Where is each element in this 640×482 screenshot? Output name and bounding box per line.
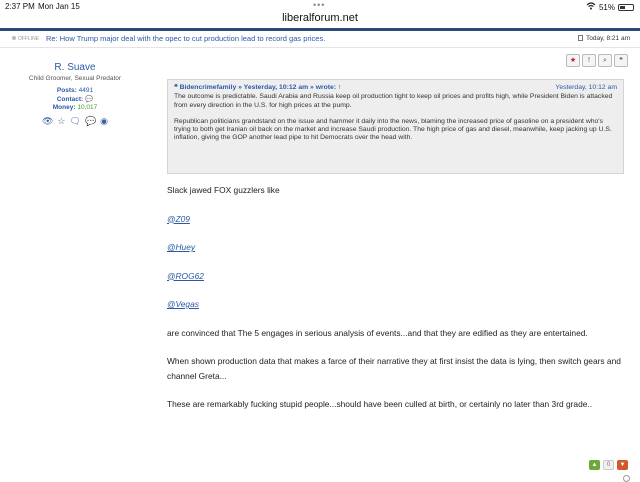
battery-fill [620, 6, 625, 9]
post-paragraph: are convinced that The 5 engages in serious analysis of events...and that they are edified as they are entertained. [167, 327, 588, 338]
mention-link[interactable]: @Huey [167, 242, 196, 252]
posts-label: Posts: [56, 87, 77, 94]
speech-bubbles-icon[interactable]: 🗨 [69, 116, 81, 126]
user-title: Child Groomer, Sexual Predator [28, 75, 122, 82]
quoted-post [167, 79, 624, 174]
mention-link[interactable]: @Vegas [167, 299, 199, 309]
offline-label: OFFLINE [18, 36, 40, 42]
contact-chat-icon[interactable]: 💬 [85, 96, 94, 103]
post-paragraph: When shown production data that makes a farce of their narrative they at first insist the data is lying, then switch gears and channel Greta... [167, 356, 621, 381]
chat-icon[interactable]: 💬 [84, 116, 97, 126]
vote-count: 0 [603, 460, 614, 470]
post-timestamp [578, 35, 630, 42]
report-button[interactable]: ! [582, 54, 596, 67]
upvote-button[interactable]: ▲ [589, 460, 600, 470]
header-divider [0, 47, 640, 48]
money-stat [0, 104, 150, 111]
money-label: Money: [52, 104, 76, 111]
scroll-indicator-icon [623, 475, 630, 482]
mention-link[interactable]: @Z09 [167, 213, 190, 224]
username-link[interactable]: R. Suave [54, 62, 96, 73]
user-profile-box [0, 62, 150, 126]
post-paragraph: These are remarkably fucking stupid people...should have been culled at birth, or certainly no later than 3rd grade.. [167, 399, 593, 409]
quote-paragraph: Republican politicians grandstand on the issue and hammer it daily into the news, blaming the increased price of gasoline on a president who's trying to both get Iranian oil back on the market and increase Saudi production. The high price of gas and diesel, meanwhile, keep jacking up U.S. inflation, giving the GOP another lead pipe to hit Democrats over the head with. [174, 117, 612, 142]
mention-link[interactable]: @ROG62 [167, 270, 204, 281]
posts-value[interactable]: 4491 [78, 87, 94, 94]
quote-author-line[interactable]: Bidencrimefamily » Yesterday, 10:12 am » wrote: ↑ [179, 84, 342, 91]
favorite-star-button[interactable]: ★ [566, 54, 580, 67]
status-date: Mon Jan 15 [38, 2, 80, 11]
status-dot-icon [12, 36, 16, 40]
user-stats [0, 87, 150, 111]
quote-time: Yesterday, 10:12 am [555, 84, 617, 91]
star-icon[interactable]: ☆ [57, 116, 66, 126]
post-body [167, 183, 627, 426]
contact-label: Contact: [56, 96, 84, 103]
battery-percent: 51% [598, 2, 615, 12]
wifi-icon [586, 2, 596, 12]
quote-paragraph: The outcome is predictable. Saudi Arabia and Russia keep oil production tight to keep oil prices and profits high, while President Biden is attacked from every direction in the U.S. for high prices at the pump. [174, 93, 613, 109]
posts-stat [0, 87, 150, 94]
online-status [12, 36, 39, 42]
view-profile-icon[interactable]: 👁 [41, 116, 54, 126]
ios-status-bar [0, 0, 640, 12]
user-action-icons [0, 117, 150, 126]
thread-header [0, 32, 640, 46]
battery-icon [618, 4, 634, 11]
vote-controls [589, 460, 628, 470]
thread-title-link[interactable]: Re: How Trump major deal with the opec to cut production lead to record gas prices. [46, 34, 326, 43]
quote-button[interactable]: ❝ [614, 54, 628, 67]
status-right [586, 2, 634, 12]
quote-author-wrap [174, 84, 341, 92]
reply-button[interactable]: ⌕ [598, 54, 612, 67]
contact-stat [0, 95, 150, 103]
post-page-icon [578, 35, 583, 41]
forum-header-bar [0, 28, 640, 31]
quote-header [174, 84, 617, 92]
money-value: 10,017 [77, 104, 98, 111]
post-intro: Slack jawed FOX guzzlers like [167, 185, 280, 195]
status-time: 2:37 PM [5, 2, 35, 11]
multitasking-dots-icon[interactable]: ••• [313, 0, 326, 10]
quote-mark-icon: ❝ [174, 84, 178, 91]
address-bar[interactable]: liberalforum.net [282, 12, 358, 24]
user-circle-icon[interactable]: ◉ [100, 116, 109, 126]
post-time-text: Today, 8:21 am [586, 35, 630, 42]
post-action-buttons [566, 54, 628, 67]
downvote-button[interactable]: ▼ [617, 460, 628, 470]
